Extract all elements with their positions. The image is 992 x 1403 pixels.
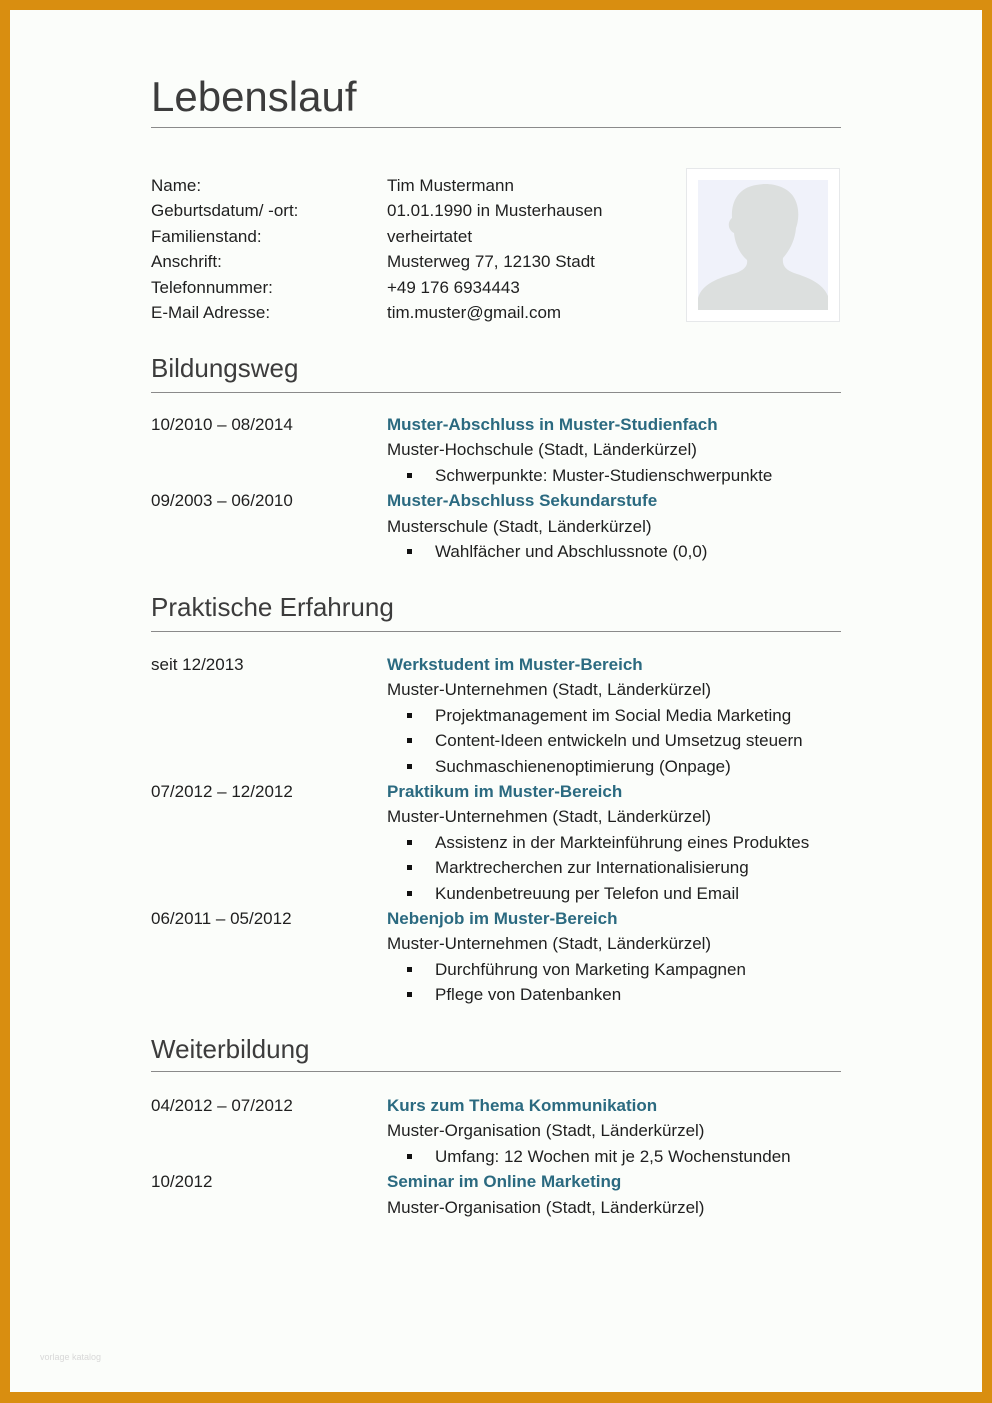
entry-title: Muster-Abschluss in Muster-Studienfach [387,415,718,434]
section-divider [151,631,841,632]
personal-label: Familienstand: [151,226,262,246]
personal-row-email [151,300,671,325]
personal-row-marital-status [151,224,671,249]
section-heading-education: Bildungsweg [151,353,299,383]
experience-entry [151,652,851,779]
training-entry [151,1169,851,1220]
entry-company: Muster-Unternehmen (Stadt, Länderkürzel) [387,680,712,700]
personal-label: Anschrift: [151,252,222,272]
entry-title: Seminar im Online Marketing [387,1172,622,1192]
square-bullet-icon [407,840,412,845]
square-bullet-icon [407,549,412,554]
page-title: Lebenslauf [151,73,357,120]
experience-entries [151,652,851,1007]
experience-entry [151,906,851,1008]
personal-label: E-Mail Adresse: [151,302,271,322]
entry-bullet [151,830,851,855]
photo-placeholder [698,180,828,310]
personal-details [151,173,671,325]
bullet-text: Marktrecherchen zur Internationalisierung [435,858,749,878]
entry-title: Praktikum im Muster-Bereich [387,781,623,801]
personal-value: 01.01.1990 in Musterhausen [387,201,603,221]
entry-bullet [151,754,851,779]
entry-title: Muster-Abschluss Sekundarstufe [387,491,658,511]
bullet-text: Durchführung von Marketing Kampagnen [435,959,746,979]
entry-institution: Muster-Hochschule (Stadt, Länderkürzel) [387,440,697,460]
bullet-text: Pflege von Datenbanken [435,985,622,1005]
square-bullet-icon [407,713,412,718]
entry-company: Muster-Unternehmen (Stadt, Länderkürzel) [387,807,712,827]
bullet-text: Content-Ideen entwickeln und Umsetzug steuern [435,731,803,751]
entry-date: 10/2010 – 08/2014 [151,415,293,434]
entry-bullet [151,982,851,1007]
entry-bullet [151,463,851,488]
entry-bullet [151,881,851,906]
bullet-text: Wahlfächer und Abschlussnote (0,0) [435,541,708,561]
personal-row-birth [151,198,671,223]
personal-row-phone [151,275,671,300]
entry-company: Muster-Unternehmen (Stadt, Länderkürzel) [387,934,712,954]
entry-bullet [151,1144,851,1169]
personal-row-name [151,173,671,198]
bullet-text: Suchmaschienenoptimierung (Onpage) [435,756,731,776]
bullet-text: Projektmanagement im Social Media Marketing [435,705,792,725]
personal-label: Name: [151,176,202,195]
training-entry [151,1093,851,1169]
education-entries [151,412,851,564]
square-bullet-icon [407,764,412,769]
person-silhouette-icon [698,180,828,310]
entry-bullet [151,703,851,728]
entry-bullet [151,728,851,753]
entry-bullet [151,957,851,982]
entry-bullet [151,855,851,880]
personal-value: verheirtatet [387,226,473,246]
entry-date: 07/2012 – 12/2012 [151,781,293,801]
entry-institution: Musterschule (Stadt, Länderkürzel) [387,516,652,536]
bullet-text: Schwerpunkte: Muster-Studienschwerpunkte [435,465,773,485]
entry-date: 09/2003 – 06/2010 [151,491,293,511]
personal-label: Geburtsdatum/ -ort: [151,201,299,221]
personal-label: Telefonnummer: [151,277,273,297]
square-bullet-icon [407,992,412,997]
entry-title: Nebenjob im Muster-Bereich [387,908,618,928]
entry-organisation: Muster-Organisation (Stadt, Länderkürzel) [387,1197,705,1217]
entry-title: Kurs zum Thema Kommunikation [387,1096,658,1115]
personal-value: +49 176 6934443 [387,277,520,297]
education-entry [151,488,851,564]
entry-date: 10/2012 [151,1172,213,1192]
cv-page [10,10,982,1392]
square-bullet-icon [407,865,412,870]
personal-row-address [151,249,671,274]
education-entry [151,412,851,488]
personal-value: Tim Mustermann [387,176,514,195]
section-heading-training: Weiterbildung [151,1034,310,1064]
square-bullet-icon [407,738,412,743]
title-divider [151,127,841,128]
entry-date: 06/2011 – 05/2012 [151,908,292,928]
entry-organisation: Muster-Organisation (Stadt, Länderkürzel) [387,1121,705,1141]
experience-entry [151,779,851,906]
entry-bullet [151,539,851,564]
square-bullet-icon [407,473,412,478]
training-entries [151,1093,851,1220]
square-bullet-icon [407,1154,412,1159]
entry-date: seit 12/2013 [151,655,244,674]
section-divider [151,392,841,393]
entry-title: Werkstudent im Muster-Bereich [387,655,643,674]
bullet-text: Umfang: 12 Wochen mit je 2,5 Wochenstunden [435,1146,791,1166]
profile-photo [686,168,840,322]
watermark: vorlage katalog [40,1352,102,1362]
section-divider [151,1071,841,1072]
entry-date: 04/2012 – 07/2012 [151,1096,293,1115]
section-heading-experience: Praktische Erfahrung [151,592,394,622]
square-bullet-icon [407,967,412,972]
personal-value: Musterweg 77, 12130 Stadt [387,252,595,272]
personal-value: tim.muster@gmail.com [387,302,562,322]
bullet-text: Assistenz in der Markteinführung eines Produktes [435,832,810,852]
bullet-text: Kundenbetreuung per Telefon und Email [435,883,740,903]
square-bullet-icon [407,891,412,896]
